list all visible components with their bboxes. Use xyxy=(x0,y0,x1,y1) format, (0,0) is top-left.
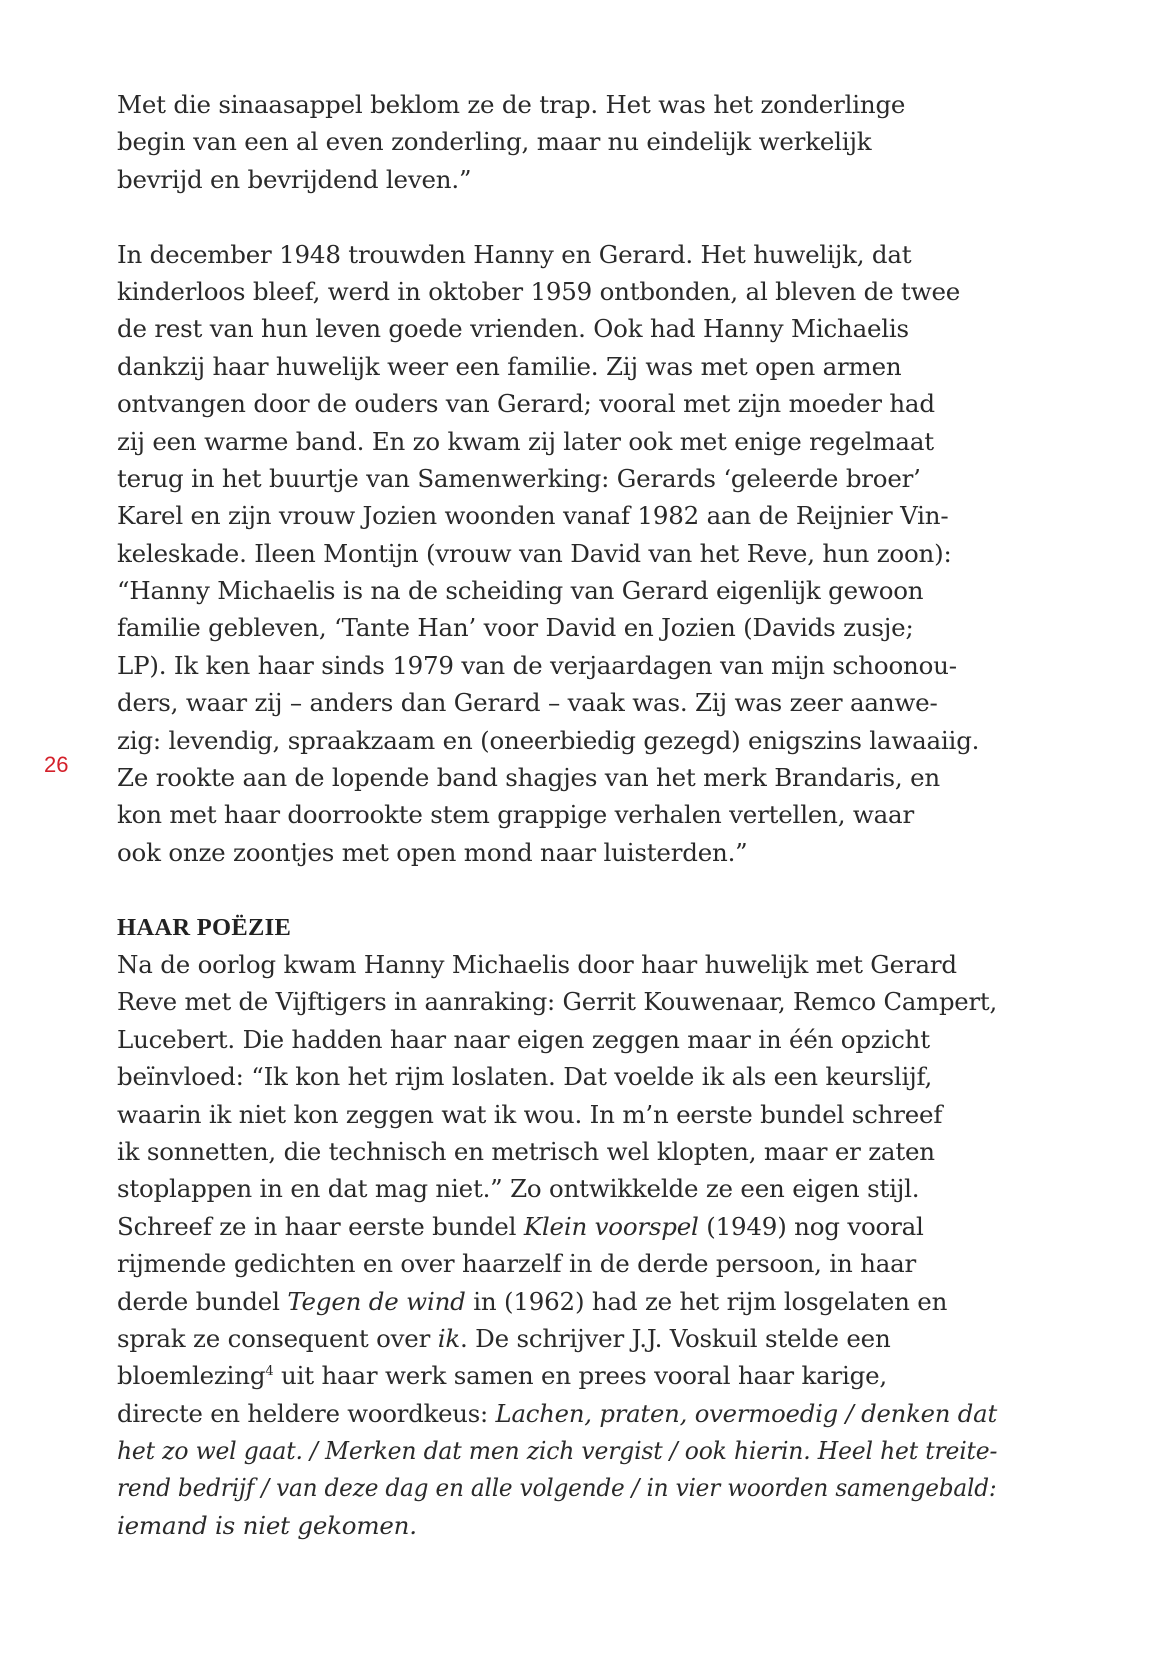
poem-quote: iemand is niet gekomen. xyxy=(117,1510,417,1540)
text-column xyxy=(117,86,997,1544)
paragraph xyxy=(117,236,997,872)
text-run: directe en heldere woordkeus: xyxy=(117,1398,496,1428)
text-line: “Hanny Michaelis is na de scheiding van Gerard eigenlijk gewoon xyxy=(117,576,924,606)
text-line: dankzij haar huwelijk weer een familie. Zij was met open armen xyxy=(117,351,902,381)
text-line: Karel en zijn vrouw Jozien woonden vanaf 1982 aan de Reijnier Vin- xyxy=(117,501,949,531)
text-line: kon met haar doorrookte stem grappige verhalen vertellen, waar xyxy=(117,800,914,830)
text-line xyxy=(117,1320,997,1357)
text-run: Schreef ze in haar eerste bundel xyxy=(117,1211,524,1241)
text-run: (1949) nog vooral xyxy=(698,1211,924,1241)
text-line: beïnvloed: “Ik kon het rijm loslaten. Dat voelde ik als een keurslijf, xyxy=(117,1062,933,1092)
text-line: zig: levendig, spraakzaam en (oneerbiedig gezegd) enigszins lawaaiig. xyxy=(117,725,980,755)
text-line xyxy=(117,1395,998,1432)
text-line: terug in het buurtje van Samenwerking: Gerards ‘geleerde broer’ xyxy=(117,463,921,493)
text-line xyxy=(117,1507,997,1544)
text-line: de rest van hun leven goede vrienden. Ook had Hanny Michaelis xyxy=(117,314,909,344)
book-title: Klein voorspel xyxy=(523,1211,699,1241)
text-line xyxy=(117,1357,997,1394)
text-line: Na de oorlog kwam Hanny Michaelis door haar huwelijk met Gerard xyxy=(117,949,957,979)
text-line: begin van een al even zonderling, maar nu eindelijk werkelijk xyxy=(117,127,872,157)
text-run: bloemlezing xyxy=(117,1361,266,1391)
section-heading: HAAR POËZIE xyxy=(117,913,292,941)
text-line: zij een warme band. En zo kwam zij later ook met enige regelmaat xyxy=(117,426,934,456)
text-line: stoplappen in en dat mag niet.” Zo ontwikkelde ze een eigen stijl. xyxy=(117,1174,920,1204)
text-run: . De schrijver J.J. Voskuil stelde een xyxy=(460,1323,891,1353)
emphasis: ik xyxy=(437,1323,460,1353)
text-run: uit haar werk samen en prees vooral haar karige, xyxy=(273,1361,888,1391)
text-line: In december 1948 trouwden Hanny en Gerard. Het huwelijk, dat xyxy=(117,239,912,269)
text-line: waarin ik niet kon zeggen wat ik wou. In m’n eerste bundel schreef xyxy=(117,1099,943,1129)
text-line: rijmende gedichten en over haarzelf in de derde persoon, in haar xyxy=(117,1249,917,1279)
poem-quote: rend bedrijf / van deze dag en alle volgende / in vier woorden samengebald: xyxy=(117,1473,997,1503)
text-run: sprak ze consequent over xyxy=(117,1323,438,1353)
text-line xyxy=(117,1208,997,1245)
text-run: in (1962) had ze het rijm losgelaten en xyxy=(465,1286,948,1316)
text-line: ook onze zoontjes met open mond naar luisterden.” xyxy=(117,837,748,867)
text-line: LP). Ik ken haar sinds 1979 van de verjaardagen van mijn schoonou- xyxy=(117,650,957,680)
text-line: familie gebleven, ‘Tante Han’ voor David en Jozien (Davids zusje; xyxy=(117,613,914,643)
book-title: Tegen de wind xyxy=(287,1286,466,1316)
footnote-marker: 4 xyxy=(265,1364,274,1380)
text-line: ik sonnetten, die technisch en metrisch wel klopten, maar er zaten xyxy=(117,1136,935,1166)
text-line: Met die sinaasappel beklom ze de trap. Het was het zonderlinge xyxy=(117,90,906,119)
text-line: Reve met de Vijftigers in aanraking: Gerrit Kouwenaar, Remco Campert, xyxy=(117,987,997,1017)
text-line xyxy=(117,1469,997,1506)
paragraph xyxy=(117,86,997,198)
text-line: keleskade. Ileen Montijn (vrouw van David van het Reve, hun zoon): xyxy=(117,538,952,568)
text-line xyxy=(117,1283,997,1320)
text-line: ontvangen door de ouders van Gerard; vooral met zijn moeder had xyxy=(117,389,935,419)
poem-quote: Lachen, praten, overmoedig / denken dat xyxy=(495,1398,998,1428)
page-number: 26 xyxy=(44,752,69,777)
text-line: kinderloos bleef, werd in oktober 1959 ontbonden, al bleven de twee xyxy=(117,276,961,306)
text-run: derde bundel xyxy=(117,1286,288,1316)
text-line: bevrijd en bevrijdend leven.” xyxy=(117,164,472,194)
text-line: Lucebert. Die hadden haar naar eigen zeggen maar in één opzicht xyxy=(117,1024,930,1054)
poem-quote: het zo wel gaat. / Merken dat men zich vergist / ook hierin. Heel het treite- xyxy=(117,1436,998,1466)
text-line xyxy=(117,1432,998,1469)
text-line: Ze rookte aan de lopende band shagjes van het merk Brandaris, en xyxy=(117,763,940,793)
text-line: ders, waar zij – anders dan Gerard – vaak was. Zij was zeer aanwe- xyxy=(117,688,938,718)
paragraph xyxy=(117,946,997,1544)
